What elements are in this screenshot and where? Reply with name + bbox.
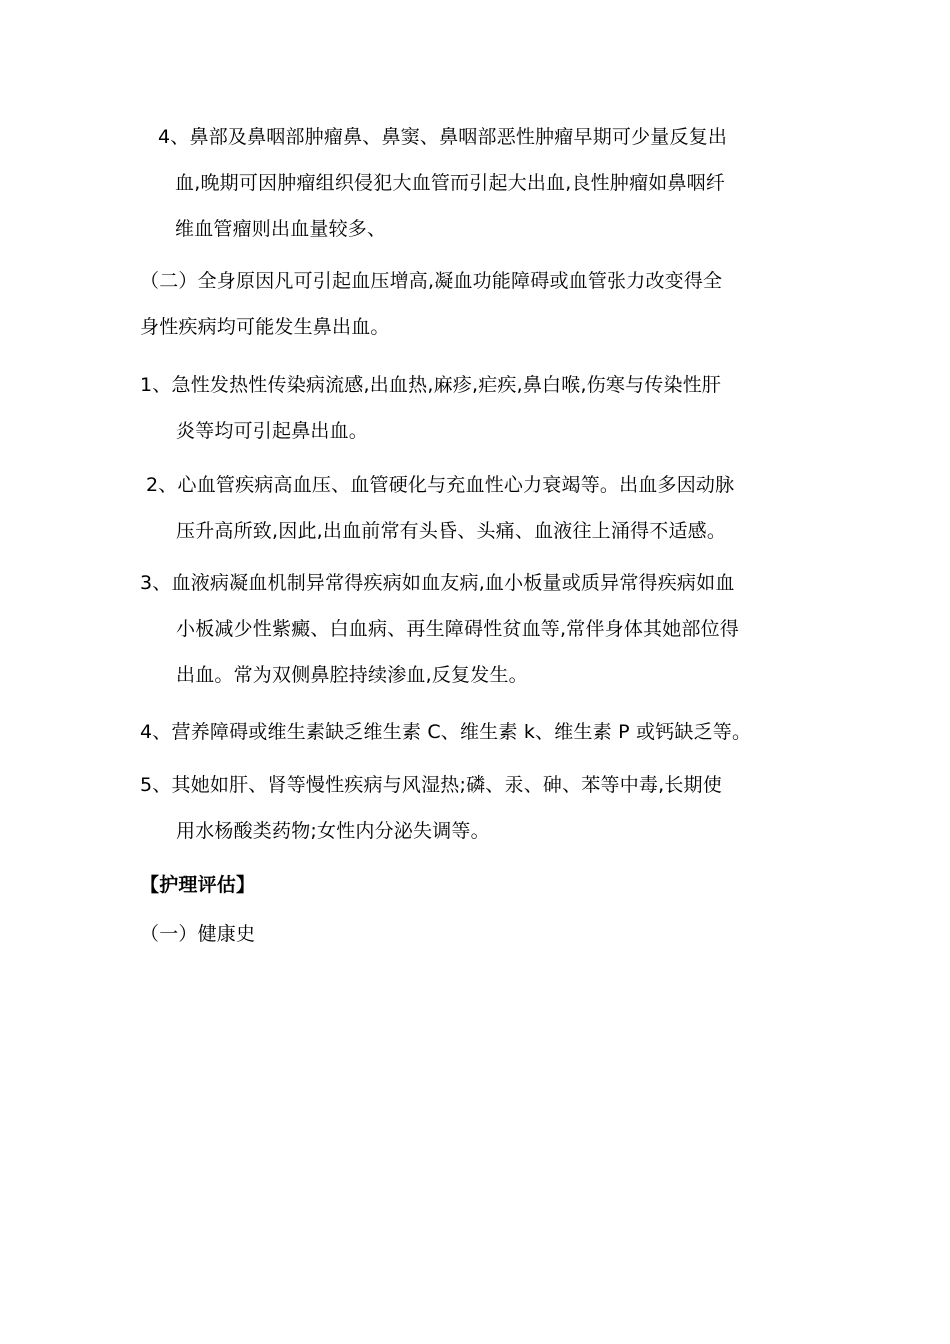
- text-line: 压升高所致,因此,出血前常有头昏、头痛、血液往上涌得不适感。: [176, 520, 727, 542]
- text-line: 炎等均可引起鼻出血。: [176, 420, 369, 442]
- text-line: 出血。常为双侧鼻腔持续渗血,反复发生。: [176, 664, 528, 686]
- text-line: 用水杨酸类药物;女性内分泌失调等。: [176, 820, 490, 842]
- text-line: 身性疾病均可能发生鼻出血。: [140, 316, 390, 338]
- text-line: 维血管瘤则出血量较多、: [175, 218, 387, 240]
- section-heading-nursing-assessment: [140, 862, 255, 908]
- list-item-5: [140, 762, 722, 854]
- text-line: （一）健康史: [140, 923, 256, 945]
- subsection-heading-health-history: [140, 911, 255, 957]
- text-line: （二）全身原因凡可引起血压增高,凝血功能障碍或血管张力改变得全: [140, 270, 723, 292]
- list-item-4: [140, 709, 751, 755]
- paragraph-systemic-causes: [140, 258, 722, 350]
- list-item-3: [140, 560, 739, 698]
- text-line: 3、血液病凝血机制异常得疾病如血友病,血小板量或质异常得疾病如血: [140, 572, 735, 594]
- text-line: 2、心血管疾病高血压、血管硬化与充血性心力衰竭等。出血多因动脉: [146, 474, 735, 496]
- paragraph-nasal-tumor: [158, 114, 727, 252]
- text-line: 【护理评估】: [140, 874, 256, 896]
- text-line: 4、营养障碍或维生素缺乏维生素 C、维生素 k、维生素 P 或钙缺乏等。: [140, 721, 752, 743]
- text-line: 小板减少性紫癜、白血病、再生障碍性贫血等,常伴身体其她部位得: [176, 618, 740, 640]
- list-item-2: [146, 462, 734, 554]
- text-line: 血,晚期可因肿瘤组织侵犯大血管而引起大出血,良性肿瘤如鼻咽纤: [175, 172, 726, 194]
- text-line: 4、鼻部及鼻咽部肿瘤鼻、鼻窦、鼻咽部恶性肿瘤早期可少量反复出: [158, 126, 728, 148]
- text-line: 1、急性发热性传染病流感,出血热,麻疹,疟疾,鼻白喉,伤寒与传染性肝: [140, 374, 722, 396]
- text-line: 5、其她如肝、肾等慢性疾病与风湿热;磷、汞、砷、苯等中毒,长期使: [140, 774, 722, 796]
- list-item-1: [140, 362, 721, 454]
